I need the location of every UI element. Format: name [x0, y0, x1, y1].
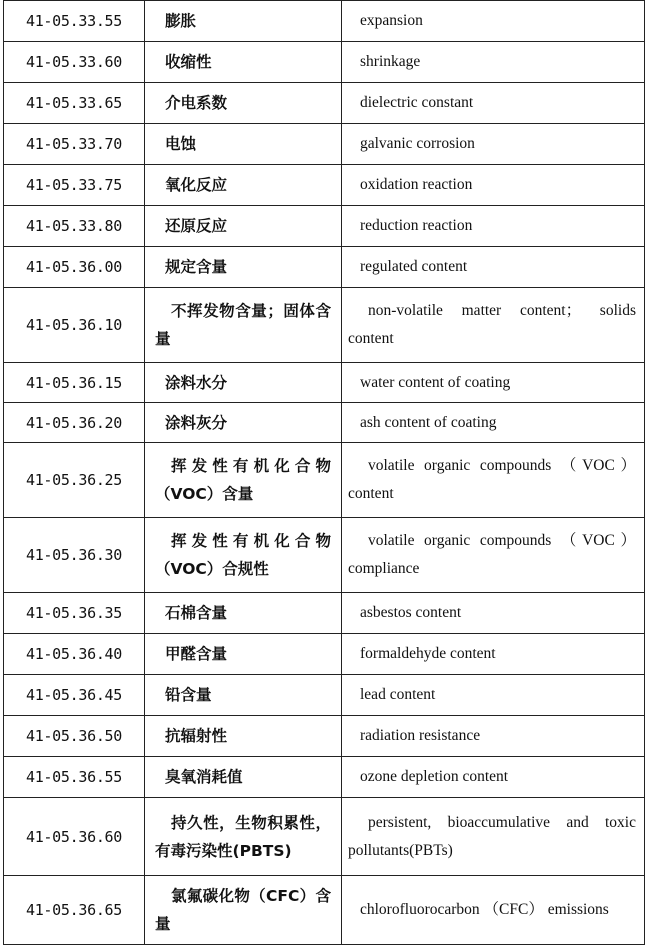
- term-chinese: 持久性，生物积累性，有毒污染性(PBTS): [145, 798, 342, 876]
- term-code: 41-05.33.80: [4, 206, 145, 247]
- term-code: 41-05.33.65: [4, 83, 145, 124]
- term-chinese: 石棉含量: [145, 593, 342, 634]
- term-english: oxidation reaction: [342, 165, 645, 206]
- table-row: [4, 165, 645, 206]
- term-english: galvanic corrosion: [342, 124, 645, 165]
- table-row: [4, 206, 645, 247]
- table-row: [4, 443, 645, 518]
- term-chinese: 电蚀: [145, 124, 342, 165]
- table-row: [4, 593, 645, 634]
- term-code: 41-05.33.70: [4, 124, 145, 165]
- term-code: 41-05.36.65: [4, 876, 145, 945]
- table-row: [4, 716, 645, 757]
- term-english: radiation resistance: [342, 716, 645, 757]
- term-chinese: 涂料水分: [145, 363, 342, 403]
- table-row: [4, 288, 645, 363]
- table-row: [4, 1, 645, 42]
- term-chinese: 涂料灰分: [145, 403, 342, 443]
- term-english: volatile organic compounds （VOC） content: [342, 443, 645, 518]
- term-code: 41-05.36.20: [4, 403, 145, 443]
- term-code: 41-05.36.35: [4, 593, 145, 634]
- table-row: [4, 518, 645, 593]
- term-english: water content of coating: [342, 363, 645, 403]
- term-chinese: 挥发性有机化合物（VOC）合规性: [145, 518, 342, 593]
- table-row: [4, 757, 645, 798]
- term-code: 41-05.33.60: [4, 42, 145, 83]
- term-english: dielectric constant: [342, 83, 645, 124]
- term-code: 41-05.36.30: [4, 518, 145, 593]
- table-row: [4, 247, 645, 288]
- term-english: reduction reaction: [342, 206, 645, 247]
- table-row: [4, 403, 645, 443]
- term-chinese: 甲醛含量: [145, 634, 342, 675]
- term-english: non-volatile matter content； solids content: [342, 288, 645, 363]
- term-chinese: 抗辐射性: [145, 716, 342, 757]
- table-row: [4, 876, 645, 945]
- term-code: 41-05.36.00: [4, 247, 145, 288]
- table-row: [4, 83, 645, 124]
- term-code: 41-05.36.60: [4, 798, 145, 876]
- term-chinese: 氧化反应: [145, 165, 342, 206]
- term-code: 41-05.36.25: [4, 443, 145, 518]
- term-code: 41-05.36.55: [4, 757, 145, 798]
- table-row: [4, 798, 645, 876]
- term-english: chlorofluorocarbon （CFC） emissions: [342, 876, 645, 945]
- table-row: [4, 124, 645, 165]
- term-chinese: 挥发性有机化合物（VOC）含量: [145, 443, 342, 518]
- term-english: asbestos content: [342, 593, 645, 634]
- term-english: formaldehyde content: [342, 634, 645, 675]
- table-row: [4, 363, 645, 403]
- term-english: volatile organic compounds （VOC） compliance: [342, 518, 645, 593]
- table-row: [4, 675, 645, 716]
- term-chinese: 还原反应: [145, 206, 342, 247]
- term-english: ash content of coating: [342, 403, 645, 443]
- term-code: 41-05.36.10: [4, 288, 145, 363]
- terminology-table: [3, 0, 645, 945]
- table-row: [4, 634, 645, 675]
- term-english: shrinkage: [342, 42, 645, 83]
- term-chinese: 规定含量: [145, 247, 342, 288]
- term-english: persistent, bioaccumulative and toxic pollutants(PBTs): [342, 798, 645, 876]
- term-english: expansion: [342, 1, 645, 42]
- term-chinese: 膨胀: [145, 1, 342, 42]
- term-code: 41-05.36.45: [4, 675, 145, 716]
- term-chinese: 铅含量: [145, 675, 342, 716]
- term-chinese: 氯氟碳化物（CFC）含量: [145, 876, 342, 945]
- term-english: regulated content: [342, 247, 645, 288]
- term-chinese: 收缩性: [145, 42, 342, 83]
- term-code: 41-05.36.50: [4, 716, 145, 757]
- term-chinese: 介电系数: [145, 83, 342, 124]
- table-row: [4, 42, 645, 83]
- term-chinese: 不挥发物含量；固体含量: [145, 288, 342, 363]
- term-english: lead content: [342, 675, 645, 716]
- term-english: ozone depletion content: [342, 757, 645, 798]
- term-code: 41-05.36.40: [4, 634, 145, 675]
- term-code: 41-05.36.15: [4, 363, 145, 403]
- term-code: 41-05.33.75: [4, 165, 145, 206]
- term-chinese: 臭氧消耗值: [145, 757, 342, 798]
- term-code: 41-05.33.55: [4, 1, 145, 42]
